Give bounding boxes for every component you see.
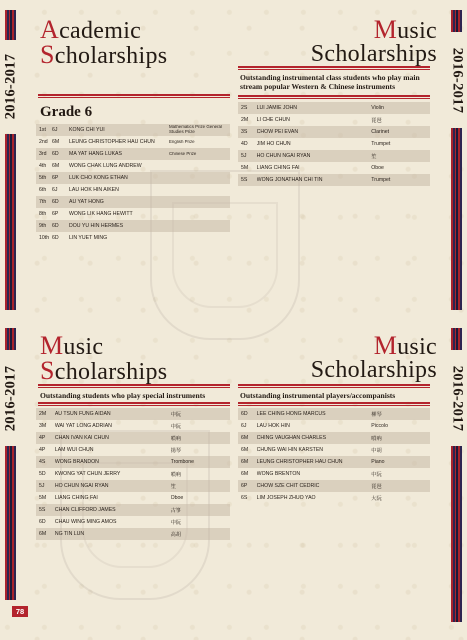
class-cell: 5D: [39, 471, 46, 477]
table-row: [36, 160, 230, 172]
instrument-cell: 笙: [170, 483, 176, 490]
table-row: [36, 456, 230, 468]
class-cell: 6P: [52, 175, 59, 181]
class-cell: 5S: [241, 177, 248, 183]
table-row: [238, 492, 430, 504]
prize-cell: Mathematics Prize General Studies Prize: [169, 125, 222, 134]
instrument-cell: 高胡: [170, 531, 181, 538]
title-rest: usic: [397, 18, 437, 44]
title-line2: Scholarships: [310, 41, 437, 67]
instrument-cell: 中阮: [170, 519, 181, 526]
left-stripe-top: [5, 10, 16, 40]
year-label: 2016-2017: [2, 365, 18, 431]
year-label: 2016-2017: [449, 365, 465, 431]
rank-cell: 3rd: [39, 151, 47, 157]
title-initial: M: [40, 331, 64, 360]
student-name-cell: CHAU WING MING AMOS: [54, 519, 117, 525]
music-special-title-rule: [38, 384, 230, 388]
class-cell: 4S: [39, 459, 46, 465]
prize-cell: English Prize: [169, 139, 195, 144]
music-class-subtitle: Outstanding instrumental class students who play main stream popular Western & Chinese instruments: [240, 73, 420, 91]
class-cell: 3S: [241, 129, 248, 135]
table-row: [36, 232, 230, 244]
student-name-cell: KONG CHI YUI: [69, 127, 105, 133]
table-row: [36, 124, 230, 136]
student-name-cell: LAM WUI CHUN: [54, 447, 94, 453]
instrument-cell: Clarinet: [371, 129, 390, 135]
student-name-cell: HO CHUN NGAI RYAN: [256, 153, 311, 159]
class-cell: 6P: [52, 211, 59, 217]
class-cell: 6D: [241, 411, 248, 417]
title-initial: M: [373, 331, 398, 360]
title-rest: cholarships: [54, 359, 168, 385]
rank-cell: 1st: [39, 127, 46, 133]
title-initial: S: [40, 356, 55, 385]
rank-cell: 5th: [39, 175, 47, 181]
table-row: [36, 504, 230, 516]
title-initial: A: [40, 15, 60, 44]
class-cell: 6D: [52, 151, 59, 157]
class-cell: 6M: [241, 471, 249, 477]
page-number: 78: [12, 606, 28, 617]
table-row: [36, 444, 230, 456]
class-cell: 5M: [241, 165, 249, 171]
student-name-cell: LAU HOK HIN: [256, 423, 290, 429]
table-row: [238, 480, 430, 492]
class-cell: 2M: [39, 411, 47, 417]
table-row: [238, 150, 430, 162]
student-name-cell: WONG BRENTON: [256, 471, 301, 477]
student-name-cell: WONG BRANDON: [54, 459, 99, 465]
student-name-cell: DOU YU HIN HERMES: [69, 223, 124, 229]
instrument-cell: Trumpet: [371, 141, 391, 147]
instrument-cell: 笙: [371, 153, 377, 160]
instrument-cell: 嗩吶: [170, 471, 181, 478]
music-class-table: [238, 102, 430, 186]
student-name-cell: LEE CHING HONG MARCUS: [256, 411, 326, 417]
student-name-cell: MA YAT HANG LUKAS: [69, 151, 122, 157]
student-name-cell: WONG CHAK LUNG ANDREW: [69, 163, 142, 169]
class-cell: 5S: [39, 507, 46, 513]
table-row: [238, 114, 430, 126]
class-cell: 6S: [241, 495, 248, 501]
class-cell: 6M: [241, 459, 249, 465]
table-row: [238, 102, 430, 114]
title-rest: usic: [63, 334, 104, 360]
title-initial: M: [373, 15, 398, 44]
music-class-title: [310, 15, 437, 67]
title-rest: cademic: [59, 18, 142, 44]
class-cell: 6D: [39, 519, 46, 525]
student-name-cell: LIN YUET MING: [69, 235, 108, 241]
academic-title-rule: [38, 94, 230, 98]
table-row: [36, 432, 230, 444]
student-name-cell: LI CHE CHUN: [256, 117, 290, 123]
class-cell: 6M: [52, 139, 60, 145]
class-cell: 6M: [39, 531, 47, 537]
title-rest: cholarships: [54, 43, 168, 69]
student-name-cell: LAU HOK HIN AIKEN: [69, 187, 119, 193]
instrument-cell: 嗩吶: [371, 435, 382, 442]
student-name-cell: LEUNG CHRISTOPHER HAU CHUN: [256, 459, 343, 465]
music-players-title: [310, 331, 437, 383]
table-row: [36, 208, 230, 220]
table-row: [36, 196, 230, 208]
class-cell: 2M: [241, 117, 249, 123]
left-stripe-upper: [5, 134, 16, 310]
table-row: [238, 456, 430, 468]
instrument-cell: 古箏: [170, 507, 181, 514]
right-stripe-lower-top: [451, 328, 462, 350]
right-year-box-bottom: [448, 352, 465, 444]
class-cell: 4P: [39, 447, 46, 453]
student-name-cell: LIANG CHING FAI: [256, 165, 300, 171]
student-name-cell: LEUNG CHRISTOPHER HAU CHUN: [69, 139, 155, 145]
student-name-cell: LIANG CHING FAI: [54, 495, 98, 501]
instrument-cell: 中阮: [371, 471, 382, 478]
instrument-cell: Oboe: [371, 165, 384, 171]
instrument-cell: 柳琴: [371, 411, 382, 418]
instrument-cell: Oboe: [170, 495, 184, 501]
title-initial: S: [40, 40, 55, 69]
instrument-cell: Trombone: [170, 459, 195, 465]
instrument-cell: 琵琶: [371, 483, 382, 490]
music-special-table: [36, 408, 230, 540]
music-class-subtitle-rule: [238, 95, 430, 99]
student-name-cell: JIM HO CHUN: [256, 141, 291, 147]
student-name-cell: CHUNG WAI HIN KARSTEN: [256, 447, 324, 453]
student-name-cell: CHOW SZE CHIT CEDRIC: [256, 483, 320, 489]
class-cell: 2S: [241, 105, 248, 111]
title-line2: Scholarships: [310, 357, 437, 383]
table-row: [238, 126, 430, 138]
student-name-cell: WONG JONATHAN CHI TIN: [256, 177, 323, 183]
instrument-cell: Piccolo: [371, 423, 388, 429]
music-special-subtitle: Outstanding students who play special instruments: [40, 391, 206, 400]
class-cell: 5J: [39, 483, 45, 489]
student-name-cell: WONG LIK HANG HEWITT: [69, 211, 133, 217]
student-name-cell: LIM JOSEPH ZHUO YAO: [256, 495, 316, 501]
class-cell: 6M: [241, 435, 249, 441]
table-row: [238, 138, 430, 150]
instrument-cell: 大阮: [371, 495, 382, 502]
student-name-cell: AU TSUN FUNG AIDAN: [54, 411, 111, 417]
prize-cell: Chinese Prize: [169, 151, 197, 156]
instrument-cell: 中胡: [371, 447, 382, 454]
table-row: [238, 468, 430, 480]
music-players-subtitle-rule: [238, 402, 430, 406]
student-name-cell: CHOW PEI EVAN: [256, 129, 299, 135]
year-label: 2016-2017: [2, 53, 18, 119]
student-name-cell: CHAN IVAN KAI CHUN: [54, 435, 109, 441]
student-name-cell: KWONG YAT CHUN JERRY: [54, 471, 121, 477]
year-label: 2016-2017: [449, 47, 465, 113]
rank-cell: 8th: [39, 211, 47, 217]
instrument-cell: Trumpet: [371, 177, 391, 183]
rank-cell: 9th: [39, 223, 47, 229]
student-name-cell: CHING VAUGHAN CHARLES: [256, 435, 327, 441]
instrument-cell: Violin: [371, 105, 384, 111]
grade-heading: Grade 6: [40, 104, 93, 120]
music-special-subtitle-rule: [38, 402, 230, 406]
rank-cell: 10th: [39, 235, 50, 241]
right-stripe-lower: [451, 446, 462, 622]
instrument-cell: 琵琶: [371, 117, 382, 124]
student-name-cell: LUK CHO KONG ETHAN: [69, 175, 128, 181]
right-stripe-top: [451, 10, 462, 32]
student-name-cell: WAI YAT LONG ADRIAN: [54, 423, 112, 429]
table-row: [36, 492, 230, 504]
instrument-cell: 中阮: [170, 411, 181, 418]
table-row: [36, 468, 230, 480]
table-row: [238, 162, 430, 174]
table-row: [238, 174, 430, 186]
class-cell: 6J: [241, 423, 247, 429]
class-cell: 6M: [241, 447, 249, 453]
table-row: [36, 220, 230, 232]
title-rest: usic: [397, 334, 437, 360]
class-cell: 4P: [39, 435, 46, 441]
rank-cell: 2nd: [39, 139, 48, 145]
student-name-cell: CHAN CLIFFORD JAMES: [54, 507, 116, 513]
table-row: [36, 136, 230, 148]
instrument-cell: 揚琴: [170, 447, 181, 454]
rank-cell: 4th: [39, 163, 47, 169]
left-stripe-lower-top: [5, 328, 16, 350]
table-row: [238, 432, 430, 444]
instrument-cell: 中阮: [170, 423, 181, 430]
table-row: [36, 528, 230, 540]
table-row: [36, 408, 230, 420]
student-name-cell: LUI JAMIE JOHN: [256, 105, 298, 111]
instrument-cell: Piano: [371, 459, 385, 465]
class-cell: 6P: [241, 483, 248, 489]
class-cell: 6M: [52, 163, 60, 169]
class-cell: 6D: [52, 199, 59, 205]
student-name-cell: AU YAT HONG: [69, 199, 104, 205]
class-cell: 5J: [241, 153, 247, 159]
rank-cell: 6th: [39, 187, 47, 193]
table-row: [36, 184, 230, 196]
music-special-title: [40, 331, 168, 385]
right-stripe-upper: [451, 128, 462, 310]
table-row: [238, 420, 430, 432]
table-row: [238, 444, 430, 456]
instrument-cell: 嗩吶: [170, 435, 181, 442]
left-year-box-top: [2, 40, 19, 132]
class-cell: 6J: [52, 127, 58, 133]
class-cell: 6J: [52, 187, 58, 193]
academic-title: [40, 15, 168, 69]
table-row: [36, 172, 230, 184]
left-stripe-lower: [5, 446, 16, 600]
right-year-box-top: [448, 34, 465, 126]
left-year-box-bottom: [2, 352, 19, 444]
class-cell: 4D: [241, 141, 248, 147]
academic-table: [36, 124, 230, 244]
music-players-title-rule: [238, 384, 430, 388]
music-players-table: [238, 408, 430, 504]
class-cell: 5M: [39, 495, 47, 501]
music-class-title-rule: [238, 66, 430, 70]
table-row: [36, 148, 230, 160]
music-players-subtitle: Outstanding instrumental players/accompanists: [240, 391, 396, 400]
class-cell: 6D: [52, 223, 59, 229]
class-cell: 3M: [39, 423, 47, 429]
student-name-cell: NG TIN LUN: [54, 531, 85, 537]
rank-cell: 7th: [39, 199, 47, 205]
table-row: [36, 516, 230, 528]
class-cell: 6D: [52, 235, 59, 241]
student-name-cell: HO CHUN NGAI RYAN: [54, 483, 109, 489]
table-row: [36, 480, 230, 492]
table-row: [36, 420, 230, 432]
table-row: [238, 408, 430, 420]
